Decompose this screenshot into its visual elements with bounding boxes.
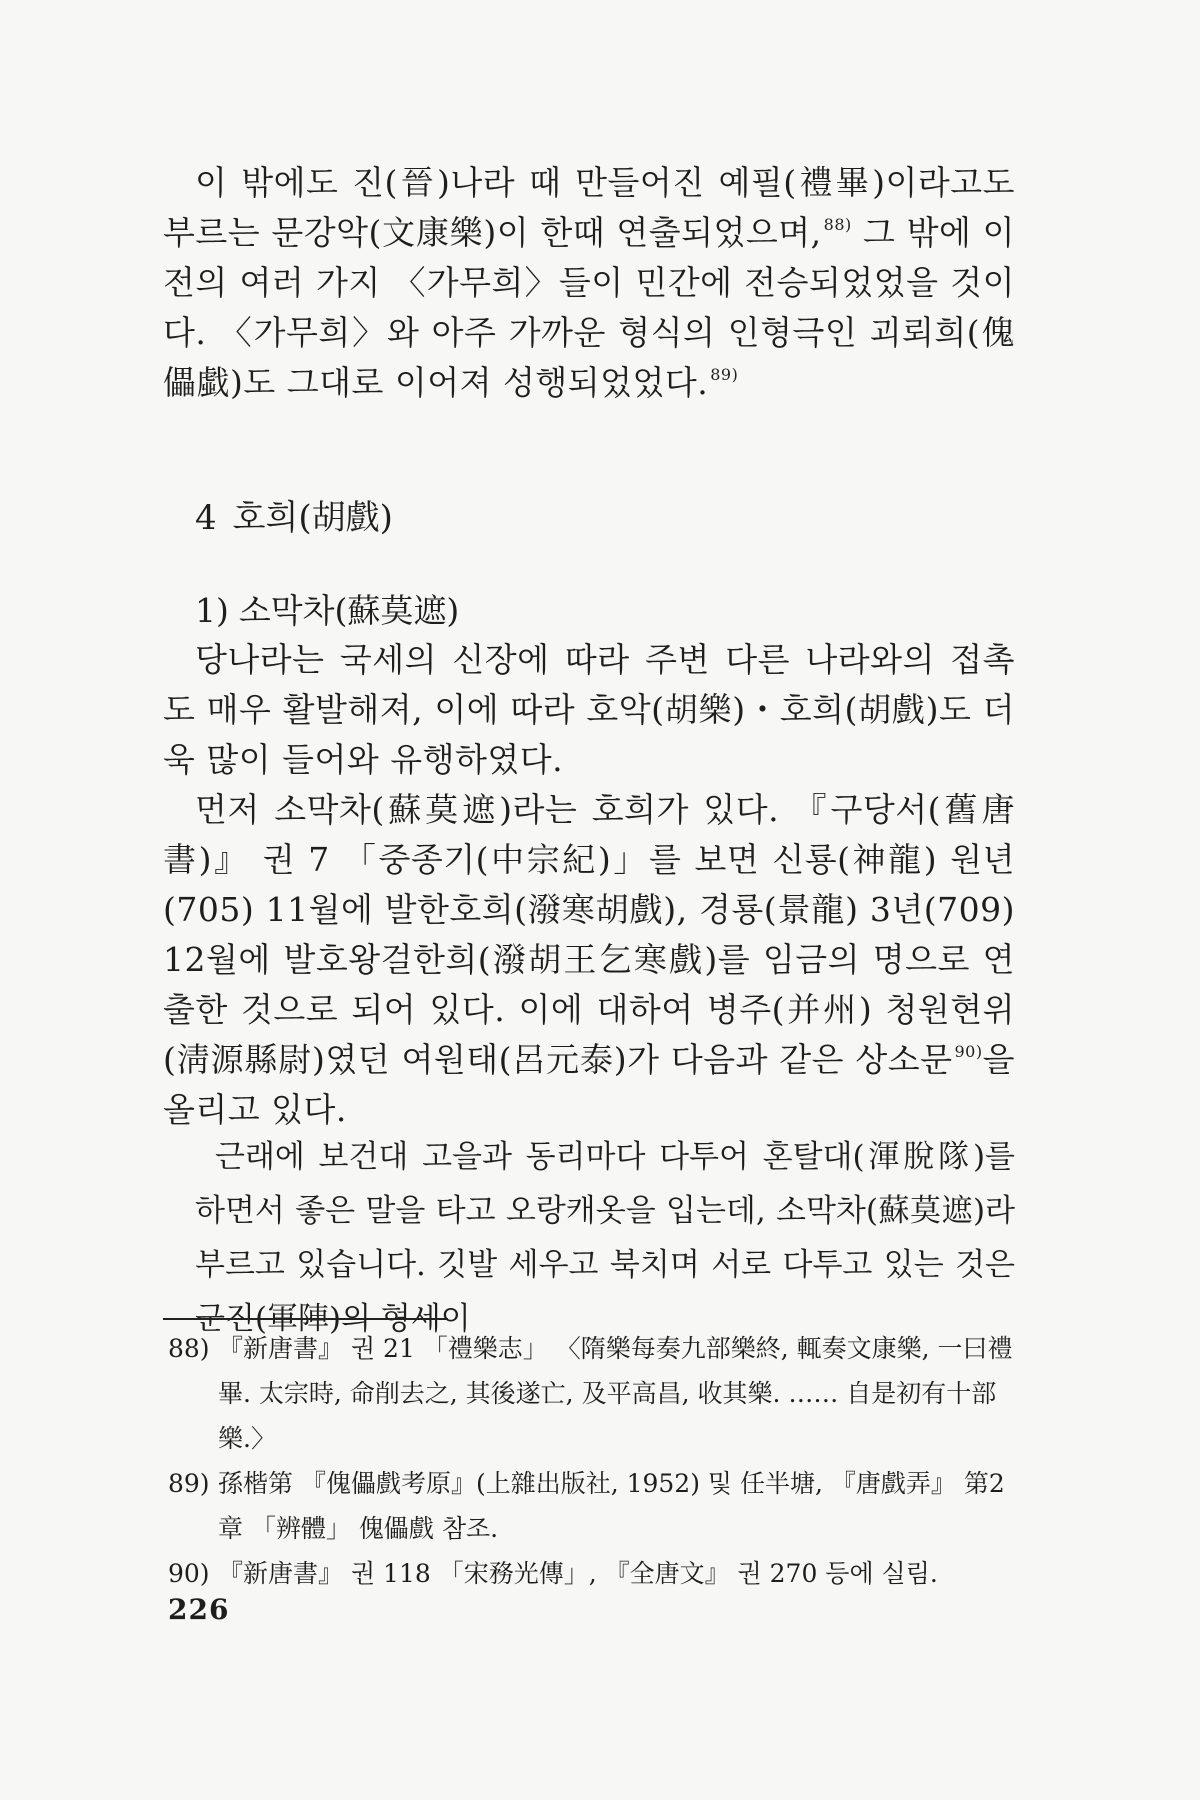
footnote-text: 孫楷第 『傀儡戲考原』(上雜出版社, 1952) 및 任半塘, 『唐戲弄』 第2章 「辨體」 傀儡戲 참조.: [218, 1469, 1005, 1543]
footnote-text: 『新唐書』 권 21 「禮樂志」 〈隋樂每奏九部樂終, 輒奏文康樂, 一曰禮畢. 太宗時, 命削去之, 其後遂亡, 及平高昌, 收其樂. …… 自是初有十部樂.〉: [218, 1334, 1013, 1453]
intro-paragraph: [163, 158, 1015, 408]
subsection-title: 소막차(蘇莫遮): [238, 591, 460, 630]
section-number: 4: [195, 498, 217, 538]
footnote-ref-88: 88): [823, 215, 852, 234]
footnote-ref-89: 89): [710, 365, 739, 384]
footnote-ref-90: 90): [954, 1042, 983, 1061]
footnote-text: 『新唐書』 권 118 「宋務光傳」, 『全唐文』 권 270 등에 실림.: [218, 1559, 938, 1588]
page-number: 226: [168, 1593, 230, 1626]
subsection-heading: [195, 585, 459, 632]
section-heading: [195, 490, 393, 539]
quote-text: 근래에 보건대 고을과 동리마다 다투어 혼탈대(渾脫隊)를 하면서 좋은 말을 타고 오랑캐옷을 입는데, 소막차(蘇莫遮)라 부르고 있습니다. 깃발 세우고 북치며 서로 다투고 있는 것은 군진(軍陣)의 형세이: [195, 1139, 1015, 1337]
paragraph-2-text: 먼저 소막차(蘇莫遮)라는 호희가 있다. 『구당서(舊唐書)』 권 7 「중종기(中宗紀)」를 보면 신룡(神龍) 원년(705) 11월에 발한호희(潑寒胡戲), 경룡(景龍) 3년(709) 12월에 발호왕걸한희(潑胡王乞寒戲)를 임금의 명으로 연출한 것으로 되어 있다. 이에 대하여 병주(并州) 청원현위(淸源縣尉)였던 여원태(呂元泰)가 다음과 같은 상소문: [163, 790, 1015, 1079]
paragraph-1-text: 당나라는 국세의 신장에 따라 주변 다른 나라와의 접촉도 매우 활발해져, 이에 따라 호악(胡樂)・호희(胡戲)도 더욱 많이 들어와 유행하였다.: [163, 640, 1015, 779]
subsection-number: 1): [195, 591, 229, 630]
intro-text-continued: 그 밖에 이전의 여러 가지 〈가무희〉들이 민간에 전승되었었을 것이다. 〈가무희〉와 아주 가까운 형식의 인형극인 괴뢰희(傀儡戱)도 그대로 이어져 성행되었었다.: [163, 213, 1015, 402]
footnote-divider: [163, 1318, 448, 1320]
footnote-list: [168, 1326, 1023, 1596]
block-quote: [195, 1130, 1015, 1346]
footnote-88: [168, 1326, 1023, 1461]
footnote-90: [168, 1551, 1023, 1596]
intro-text: 이 밖에도 진(晉)나라 때 만들어진 예필(禮畢)이라고도 부르는 문강악(文康樂)이 한때 연출되었으며,: [163, 163, 1015, 252]
paragraph-2-text-continued: 을 올리고 있다.: [163, 1040, 1015, 1129]
section-title: 호희(胡戲): [232, 498, 393, 538]
footnote-89: [168, 1461, 1023, 1551]
paragraph-tang-contacts: [163, 635, 1015, 785]
paragraph-somakcha: [163, 785, 1015, 1135]
footnote-number: 90): [168, 1559, 210, 1588]
footnote-number: 89): [168, 1469, 210, 1498]
footnote-number: 88): [168, 1334, 210, 1363]
